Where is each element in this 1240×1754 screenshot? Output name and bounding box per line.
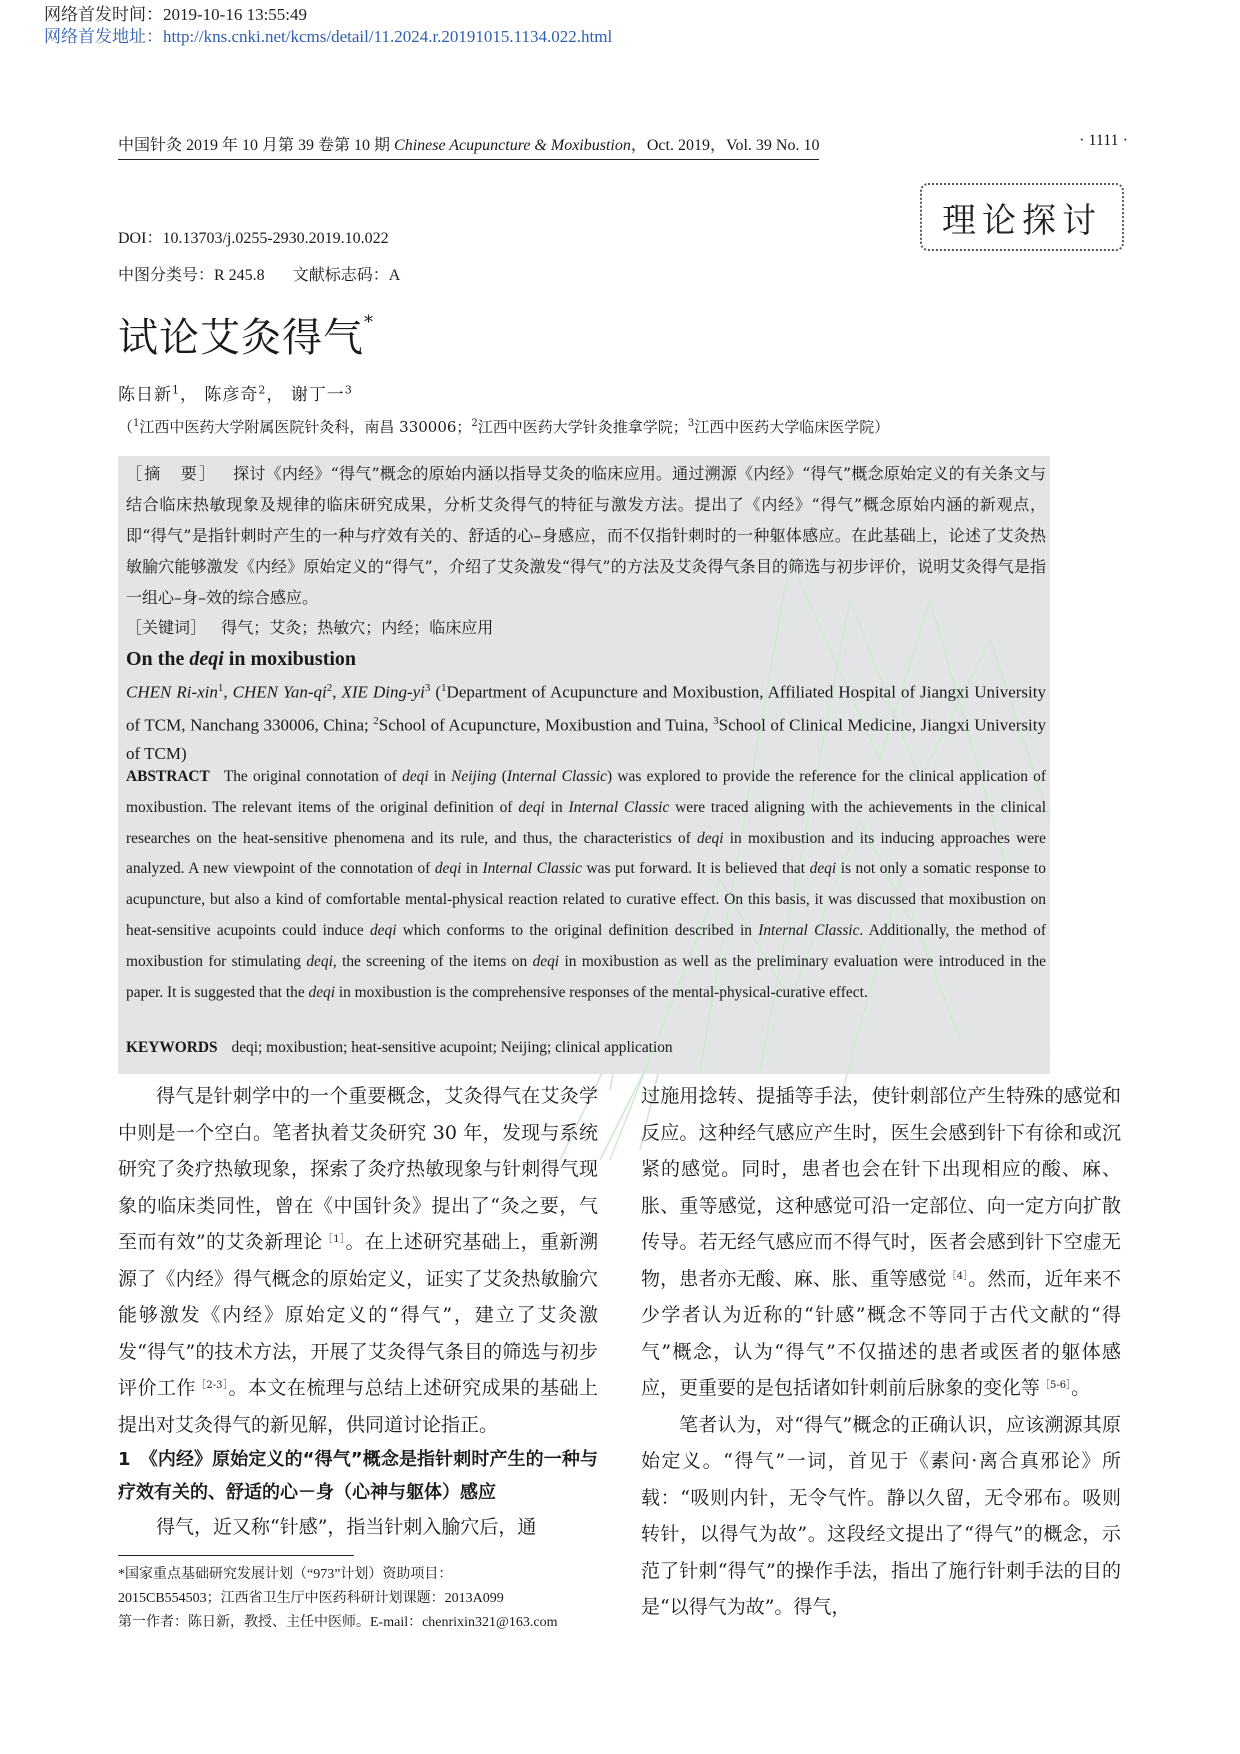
funding-footnote-cont: 2015CB554503；江西省卫生厅中医药科研计划课题：2013A099 — [118, 1591, 504, 1606]
english-author-name: XIE Ding-yi — [341, 682, 425, 702]
author — [291, 385, 353, 405]
section-badge: 理论探讨 — [920, 183, 1124, 251]
abstract-text-segment: was put forward. It is believed that — [581, 860, 810, 878]
chinese-keywords — [126, 612, 1046, 643]
abstract-text-segment: in — [428, 768, 452, 785]
funding-footnote: *国家重点基础研究发展计划（“973”计划）资助项目： — [118, 1567, 453, 1582]
doi: DOI：10.13703/j.0255-2930.2019.10.022 — [118, 230, 389, 247]
first-author-footnote: 第一作者：陈日新，教授、主任中医师。E-mail：chenrixin321@163.com — [118, 1615, 558, 1630]
english-title — [126, 648, 356, 671]
chinese-abstract — [126, 458, 1046, 613]
affiliation-mark: 1 — [441, 682, 447, 694]
article-title-text: 试论艾灸得气 — [118, 315, 364, 361]
english-abstract — [126, 762, 1046, 1008]
body-paragraph: 得气，近又称“针感”，指当针刺入腧穴后，通 — [156, 1516, 537, 1538]
journal-citation — [118, 132, 819, 160]
italic-term: deqi — [809, 860, 837, 878]
author-affiliation-mark: 2 — [258, 383, 267, 397]
body-text: 得气是针刺学中的一个重要概念，艾灸得气在艾灸学中则是一个空白。笔者执着艾灸研究 30 年，发现与系统研究了灸疗热敏现象，探索了灸疗热敏现象与针刺得气现象的临床类同性，曾在《中国针灸》提出了“灸之要，气至而有效”的艾灸新理论 — [118, 1085, 598, 1253]
affiliations — [118, 416, 889, 437]
author-name: 谢丁一 — [290, 385, 345, 405]
abstract-text-segment: in moxibustion is the comprehensive responses of the mental-physical-curative effect. — [335, 983, 868, 1001]
italic-term: Internal Classic — [568, 798, 670, 816]
online-publication-info — [44, 4, 612, 48]
affiliation-mark: 2 — [373, 715, 379, 728]
citation-ref[interactable]: ［1］ — [322, 1234, 346, 1245]
english-author-name: CHEN Ri-xin — [126, 682, 218, 702]
chinese-keywords-label: ［关键词］ — [126, 618, 207, 637]
author-affiliation-mark: 1 — [172, 383, 180, 397]
body-column-left — [118, 1078, 598, 1546]
italic-term: deqi — [532, 952, 560, 970]
abstract-text-segment: The original connotation of — [223, 768, 403, 785]
author — [118, 385, 198, 405]
journal-issue: ，Oct. 2019，Vol. 39 No. 10 — [630, 137, 820, 154]
abstract-text-segment: in — [461, 860, 483, 878]
funding-footnote-mark: * — [364, 312, 374, 333]
body-text: 。然而，近年来不少学者认为近称的“针感”概念不等同于古代文献的“得气”概念，认为“得气”不仅描述的患者或医者的躯体感应，更重要的是包括诸如针刺前后脉象的变化等 — [641, 1267, 1121, 1399]
body-paragraph — [641, 1078, 1121, 1407]
article-title — [118, 306, 374, 363]
italic-term: deqi — [434, 860, 462, 878]
online-publish-address-label: 网络首发地址： — [44, 27, 163, 46]
english-author-name: CHEN Yan-qi — [232, 682, 327, 702]
page-number: · 1111 · — [1079, 132, 1128, 149]
citation-ref[interactable]: ［5-6］ — [1040, 1380, 1072, 1391]
affiliation-1: 江西中医药大学附属医院针灸科，南昌 330006； — [139, 418, 472, 436]
italic-term: deqi — [518, 798, 545, 816]
chinese-keywords-text: 得气；艾灸；热敏穴；内经；临床应用 — [221, 618, 494, 637]
journal-name-cn: 中国针灸 2019 年 10 月第 39 卷第 10 期 — [118, 137, 395, 154]
author-separator: ， — [266, 385, 285, 405]
abstract-text-segment: in moxibustion and its inducing approaches were analyzed. A new viewpoint of the connotation of — [126, 829, 1046, 878]
running-header — [118, 130, 1128, 158]
english-authors: CHEN Ri-xin$^1$, CHEN Yan-$qi^2$, XIE Ding-$yi^3$ ($^1$Department of Acupuncture and Moxibustion, Affiliated Hospital of Jiangxi University of TCM, Nanchang 330006, China; $^2$School of Acupuncture, Moxibustion and Tuina, $^3$School of Clinical Medicine, Jiangxi University of TCM) — [126, 682, 1046, 764]
affiliation-mark: 3 — [687, 418, 695, 429]
italic-term: Internal Classic — [506, 768, 608, 785]
body-column-right — [641, 1078, 1121, 1626]
body-text: 。 — [1071, 1377, 1091, 1399]
affiliation-mark: 3 — [713, 715, 719, 728]
author-name: 陈彦奇 — [204, 385, 259, 405]
author — [204, 385, 284, 405]
body-text: 。本文在梳理与总结上述研究成果的基础上提出对艾灸得气的新见解，供同道讨论指正。 — [118, 1377, 598, 1436]
english-affiliation-1: Department of Acupuncture and Moxibustion, Affiliated Hospital of Jiangxi University of TCM, Nanchang 330006, China; — [126, 682, 1046, 735]
affiliation-mark: 2 — [471, 418, 478, 429]
paren: ） — [874, 418, 890, 436]
document-code: 文献标志码：A — [292, 267, 401, 284]
clc-number: 中图分类号：R 245.8 — [118, 267, 265, 284]
paren: （ — [118, 418, 134, 436]
abstract-text-segment: is not only a somatic response to acupuncture, but also a kind of comfortable mental-physical reaction related to curative effect. On this basis, it was discussed that moxibustion on heat-sensitive acupoints could induce — [126, 860, 1046, 939]
online-publish-time-label: 网络首发时间： — [44, 5, 163, 24]
citation-ref[interactable]: ［4］ — [946, 1270, 969, 1282]
author-affiliation-mark: 2 — [326, 682, 333, 694]
citation-ref[interactable]: ［2-3］ — [195, 1380, 229, 1391]
english-affiliation-3: School of Clinical Medicine, Jiangxi University of TCM) — [126, 715, 1046, 764]
english-title-text: in moxibustion — [223, 648, 357, 670]
section-heading-1: 1 《内经》原始定义的“得气”概念是指针刺时产生的一种与疗效有关的、舒适的心－身（心神与躯体）感应 — [118, 1449, 598, 1503]
english-keywords — [126, 1039, 673, 1057]
affiliation-3: 江西中医药大学临床医学院 — [694, 418, 875, 436]
english-keywords-label: KEYWORDS — [126, 1039, 218, 1056]
italic-term: deqi — [697, 829, 724, 847]
italic-term: deqi — [306, 952, 333, 970]
abstract-text-segment: , the screening of the items on — [332, 952, 533, 970]
body-paragraph: 笔者认为，对“得气”概念的正确认识，应该溯源其原始定义。“得气”一词，首见于《素问·离合真邪论》所载：“吸则内针，无令气忤。静以久留，无令邪布。吸则转针，以得气为故”。这段经文提出了“得气”的概念，示范了针刺“得气”的操作手法，指出了施行针刺手法的目的是“以得气为故”。得气， — [641, 1413, 1121, 1618]
english-abstract-label: ABSTRACT — [126, 768, 210, 785]
journal-name-en: Chinese Acupuncture & Moxibustion — [394, 137, 631, 154]
classification-codes — [118, 262, 400, 285]
abstract-text-segment: . Additionally, the method of moxibustion for stimulating — [126, 921, 1047, 970]
english-title-text: On the — [126, 648, 190, 670]
affiliation-mark: 1 — [133, 418, 140, 429]
author-affiliation-mark: 1 — [217, 682, 224, 694]
chinese-abstract-label: ［摘 要］ — [126, 464, 218, 483]
body-text: 。在上述研究基础上，重新溯源了《内经》得气概念的原始定义，证实了艾灸热敏腧穴能够激发《内经》原始定义的“得气”，建立了艾灸激发“得气”的技术方法，开展了艾灸得气条目的筛选与初步评价工作 — [118, 1231, 598, 1399]
abstract-text-segment: in — [544, 798, 569, 816]
english-affiliation-2: School of Acupuncture, Moxibustion and Tuina, — [378, 715, 714, 735]
italic-term: deqi — [308, 983, 336, 1001]
online-publish-time-value: 2019-10-16 13:55:49 — [163, 5, 308, 24]
english-keywords-text: deqi; moxibustion; heat-sensitive acupoint; Neijing; clinical application — [231, 1039, 673, 1056]
affiliation-2: 江西中医药大学针灸推拿学院； — [477, 418, 688, 436]
author-affiliation-mark: 3 — [344, 383, 353, 397]
chinese-abstract-text: 探讨《内经》“得气”概念的原始内涵以指导艾灸的临床应用。通过溯源《内经》“得气”概念原始定义的有关条文与结合临床热敏现象及规律的临床研究成果，分析艾灸得气的特征与激发方法。提出了《内经》“得气”概念原始内涵的新观点，即“得气”是指针刺时产生的一种与疗效有关的、舒适的心–身感应，而不仅指针刺时的一种躯体感应。在此基础上，论述了艾灸热敏腧穴能够激发《内经》原始定义的“得气”，介绍了艾灸激发“得气”的方法及艾灸得气条目的筛选与初步评价，说明艾灸得气是指一组心–身–效的综合感应。 — [126, 464, 1046, 607]
italic-term: deqi — [402, 768, 429, 785]
italic-term: Internal Classic — [482, 860, 582, 878]
abstract-text-segment: in moxibustion as well as the preliminary evaluation were introduced in the paper. It is suggested that the — [126, 952, 1047, 1001]
italic-term: Internal Classic — [758, 921, 860, 939]
italic-term: Neijing — [451, 768, 497, 785]
author-list — [118, 380, 353, 405]
author-affiliation-mark: 3 — [424, 682, 431, 694]
author-name: 陈日新 — [118, 385, 172, 405]
footnotes — [118, 1563, 618, 1635]
english-title-italic: deqi — [189, 648, 224, 670]
body-text: 过施用捻转、提插等手法，使针刺部位产生特殊的感觉和反应。这种经气感应产生时，医生会感到针下有徐和或沉紧的感觉。同时，患者也会在针下出现相应的酸、麻、胀、重等感觉，这种感觉可沿一定部位、向一定方向扩散传导。若无经气感应而不得气时，医者会感到针下空虚无物，患者亦无酸、麻、胀、重等感觉 — [641, 1085, 1121, 1290]
italic-term: deqi — [369, 921, 397, 939]
abstract-text-segment: ( — [496, 768, 507, 785]
footnote-divider — [118, 1555, 354, 1556]
body-paragraph — [118, 1078, 598, 1443]
abstract-text-segment: which conforms to the original definition described in — [396, 921, 759, 939]
online-publish-url-link[interactable]: http://kns.cnki.net/kcms/detail/11.2024.r.20191015.1134.022.html — [163, 27, 613, 46]
author-separator: ， — [180, 385, 198, 405]
abstract-text-segment: ) was explored to provide the reference for the clinical application of moxibustion. The relevant items of the original definition of — [126, 768, 1046, 816]
abstract-text-segment: were traced aligning with the achievements in the clinical researches on the heat-sensitive phenomena and its rule, and thus, the characteristics of — [126, 798, 1046, 847]
online-publish-time — [44, 4, 612, 26]
online-publish-address — [44, 26, 612, 48]
english-abstract-text — [126, 768, 1046, 1001]
